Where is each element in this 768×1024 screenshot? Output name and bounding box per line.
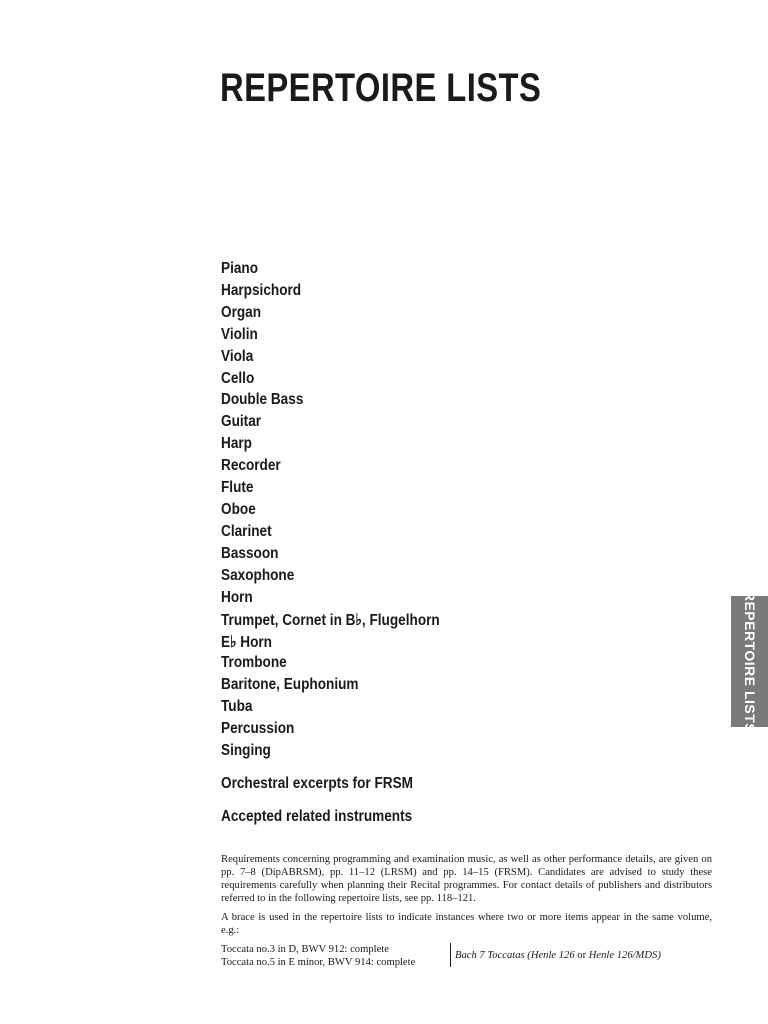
toc-entry[interactable]: [0, 720, 560, 742]
toc-label: Double Bass: [221, 391, 304, 409]
toc-label: Oboe: [221, 500, 256, 518]
example-source-or: or: [574, 950, 589, 961]
toc-label: Piano: [221, 260, 259, 277]
toc-entry[interactable]: [0, 676, 560, 698]
brace-mark: [450, 943, 454, 967]
toc-label: Bassoon: [221, 544, 279, 562]
side-tab: [731, 590, 768, 733]
brace-example: [221, 943, 712, 973]
side-tab-label: REPERTOIRE LISTS: [741, 590, 758, 733]
toc-entry[interactable]: [0, 435, 560, 457]
toc-label: Trumpet, Cornet in B♭, Flugelhorn: [221, 612, 440, 630]
toc-label: Baritone, Euphonium: [221, 676, 359, 694]
toc-label: Cello: [221, 369, 255, 387]
toc-label: Harpsichord: [221, 281, 302, 299]
toc-entry[interactable]: [0, 304, 560, 326]
toc-entry[interactable]: [0, 589, 560, 611]
toc-label: Trombone: [221, 654, 287, 672]
toc-label: Percussion: [221, 719, 295, 737]
toc-entry[interactable]: [0, 742, 560, 764]
example-source: [455, 949, 661, 962]
toc-label: Flute: [221, 479, 254, 496]
toc-label: Clarinet: [221, 522, 272, 540]
example-source-part: Henle 126/MDS): [588, 950, 661, 961]
toc-entry[interactable]: [0, 654, 560, 676]
toc-entry[interactable]: [0, 523, 560, 545]
notes-section: [221, 853, 712, 973]
page-title: REPERTOIRE LISTS: [220, 66, 542, 110]
toc-entry[interactable]: [0, 567, 560, 589]
example-source-part: Bach 7 Toccatas (Henle 126: [455, 950, 575, 961]
toc-entry[interactable]: [0, 348, 560, 370]
toc-label: Viola: [221, 347, 254, 365]
example-item: Toccata no.3 in D, BWV 912: complete: [221, 944, 389, 955]
toc-entry[interactable]: [0, 808, 560, 830]
toc-label: Singing: [221, 741, 271, 759]
toc-label: Organ: [221, 303, 262, 321]
toc-entry[interactable]: [0, 479, 560, 501]
toc-entry[interactable]: [0, 260, 560, 282]
toc-label: Guitar: [221, 413, 262, 431]
toc-label: Tuba: [221, 698, 253, 715]
toc-entry[interactable]: [0, 698, 560, 720]
toc-entry[interactable]: [0, 610, 560, 632]
toc-entry[interactable]: [0, 775, 560, 797]
toc-entry[interactable]: [0, 282, 560, 304]
notes-paragraph-2: A brace is used in the repertoire lists to indicate instances where two or more items appear in the same volume, e.g.:: [221, 912, 712, 936]
toc-entry[interactable]: [0, 545, 560, 567]
toc-label: Harp: [221, 435, 252, 453]
toc-label: Orchestral excerpts for FRSM: [221, 774, 413, 792]
toc-entry[interactable]: [0, 391, 560, 413]
toc-label: Horn: [221, 588, 253, 606]
toc-label: E♭ Horn: [221, 634, 272, 652]
example-item: Toccata no.5 in E minor, BWV 914: complete: [221, 957, 416, 968]
toc-entry[interactable]: [0, 413, 560, 435]
toc-entry[interactable]: [0, 326, 560, 348]
example-items: [221, 943, 415, 969]
toc-label: Accepted related instruments: [221, 807, 413, 825]
toc-entry[interactable]: [0, 501, 560, 523]
toc-label: Violin: [221, 325, 258, 343]
notes-paragraph-1: Requirements concerning programming and examination music, as well as other performance details, are given on pp. 7–8 (DipABRSM), pp. 11–12 (LRSM) and pp. 14–15 (FRSM). Candidates are advised to study these requirements carefully when planning their Recital programmes. For contact details of publishers and distributors referred to in the following repertoire lists, see pp. 118–121.: [221, 854, 712, 904]
toc-label: Recorder: [221, 457, 281, 475]
toc-entry[interactable]: [0, 370, 560, 392]
toc-entry[interactable]: [0, 457, 560, 479]
toc-label: Saxophone: [221, 566, 295, 584]
toc-entry[interactable]: [0, 632, 560, 654]
